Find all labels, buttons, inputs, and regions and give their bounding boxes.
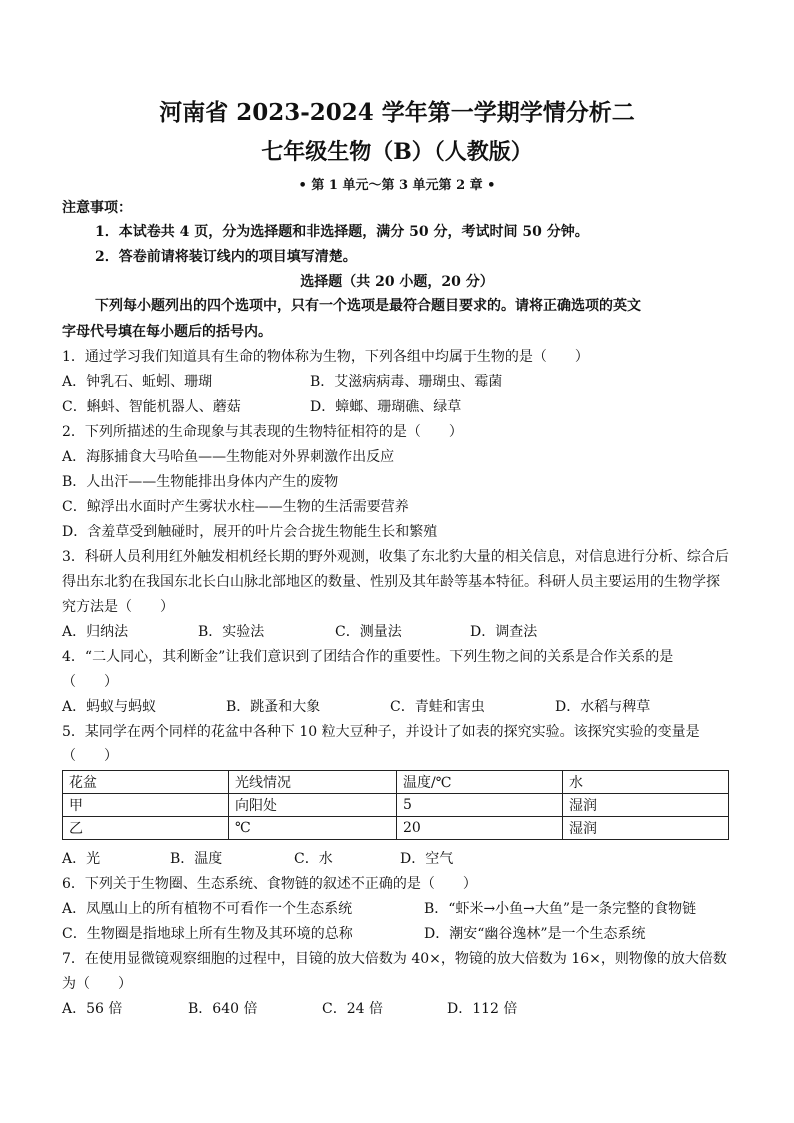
section-title: 选择题（共 20 小题，20 分） <box>300 274 494 290</box>
option-d: D．112 倍 <box>447 1001 518 1017</box>
question-stem: 7．在使用显微镜观察细胞的过程中，目镜的放大倍数为 40×，物镜的放大倍数为 16×，则物像的放大倍数 <box>62 951 727 967</box>
option-a: A．56 倍 <box>62 1001 123 1017</box>
note-item: 2．答卷前请将装订线内的项目填写清楚。 <box>95 249 357 265</box>
option-d: D．潮安“幽谷逸林”是一个生态系统 <box>424 926 646 942</box>
section-instruction: 下列每小题列出的四个选项中，只有一个选项是最符合题目要求的。请将正确选项的英文 <box>95 298 641 314</box>
question-stem: 2．下列所描述的生命现象与其表现的生物特征相符的是（ ） <box>62 424 463 440</box>
option-c: C．24 倍 <box>322 1001 383 1017</box>
option-d: D．水稻与稗草 <box>555 699 651 715</box>
question-stem: 3．科研人员利用红外触发相机经长期的野外观测，收集了东北豹大量的相关信息，对信息进行分析、综合后 <box>62 549 729 565</box>
option-b: B．实验法 <box>198 624 265 640</box>
question-stem: （ ） <box>62 748 118 764</box>
question-stem: 究方法是（ ） <box>62 599 174 615</box>
table-header-row <box>63 771 729 794</box>
question-stem: （ ） <box>62 674 118 690</box>
option-c: C．蝌蚪、智能机器人、蘑菇 <box>62 399 241 415</box>
option-d: D．空气 <box>400 851 454 867</box>
option-c: C．鲸浮出水面时产生雾状水柱——生物的生活需要营养 <box>62 499 409 515</box>
question-stem: 4．“二人同心，其利断金”让我们意识到了团结合作的重要性。下列生物之间的关系是合作关系的是 <box>62 649 674 665</box>
experiment-table <box>62 770 729 840</box>
option-c: C．青蛙和害虫 <box>390 699 485 715</box>
table-header-cell: 光线情况 <box>229 771 397 794</box>
note-item: 1．本试卷共 4 页，分为选择题和非选择题，满分 50 分，考试时间 50 分钟。 <box>95 224 589 240</box>
option-a: A．凤凰山上的所有植物不可看作一个生态系统 <box>62 901 353 917</box>
section-instruction: 字母代号填在每小题后的括号内。 <box>62 324 272 340</box>
option-b: B．艾滋病病毒、珊瑚虫、霉菌 <box>310 374 503 390</box>
option-a: A．光 <box>62 851 101 867</box>
option-a: A．归纳法 <box>62 624 129 640</box>
question-stem: 6．下列关于生物圈、生态系统、食物链的叙述不正确的是（ ） <box>62 876 477 892</box>
option-b: B．人出汗——生物能排出身体内产生的废物 <box>62 474 339 490</box>
notes-heading: 注意事项： <box>62 200 132 216</box>
table-cell: 甲 <box>63 794 229 817</box>
option-b: B．跳蚤和大象 <box>226 699 321 715</box>
question-stem: 1．通过学习我们知道具有生命的物体称为生物，下列各组中均属于生物的是（ ） <box>62 349 589 365</box>
question-stem: 得出东北豹在我国东北长白山脉北部地区的数量、性别及其年龄等基本特征。科研人员主要运用的生物学探 <box>62 574 720 590</box>
question-stem: 为（ ） <box>62 976 132 992</box>
table-cell: ℃ <box>229 817 397 840</box>
table-header-cell: 水 <box>563 771 729 794</box>
option-d: D．调查法 <box>470 624 538 640</box>
question-stem: 5．某同学在两个同样的花盆中各种下 10 粒大豆种子，并设计了如表的探究实验。该探究实验的变量是 <box>62 724 700 740</box>
option-b: B．“虾米→小鱼→大鱼”是一条完整的食物链 <box>424 901 697 917</box>
option-c: C．水 <box>294 851 333 867</box>
option-a: A．钟乳石、蚯蚓、珊瑚 <box>62 374 213 390</box>
option-b: B．温度 <box>170 851 223 867</box>
table-cell: 5 <box>397 794 563 817</box>
table-cell: 湿润 <box>563 794 729 817</box>
table-header-cell: 温度/℃ <box>397 771 563 794</box>
table-cell: 湿润 <box>563 817 729 840</box>
option-d: D．含羞草受到触碰时，展开的叶片会合拢生物能生长和繁殖 <box>62 524 438 540</box>
table-row <box>63 794 729 817</box>
option-a: A．海豚捕食大马哈鱼——生物能对外界刺激作出反应 <box>62 449 395 465</box>
table-row <box>63 817 729 840</box>
exam-scope: • 第 1 单元～第 3 单元第 2 章 • <box>298 178 496 193</box>
option-c: C．生物圈是指地球上所有生物及其环境的总称 <box>62 926 353 942</box>
exam-title: 河南省 2023-2024 学年第一学期学情分析二 <box>159 99 635 126</box>
table-cell: 乙 <box>63 817 229 840</box>
option-b: B．640 倍 <box>188 1001 258 1017</box>
option-d: D．蟑螂、珊瑚礁、绿草 <box>310 399 462 415</box>
table-cell: 向阳处 <box>229 794 397 817</box>
exam-subtitle: 七年级生物（B）（人教版） <box>261 139 533 165</box>
table-cell: 20 <box>397 817 563 840</box>
table-header-cell: 花盆 <box>63 771 229 794</box>
option-a: A．蚂蚁与蚂蚁 <box>62 699 157 715</box>
option-c: C．测量法 <box>335 624 402 640</box>
